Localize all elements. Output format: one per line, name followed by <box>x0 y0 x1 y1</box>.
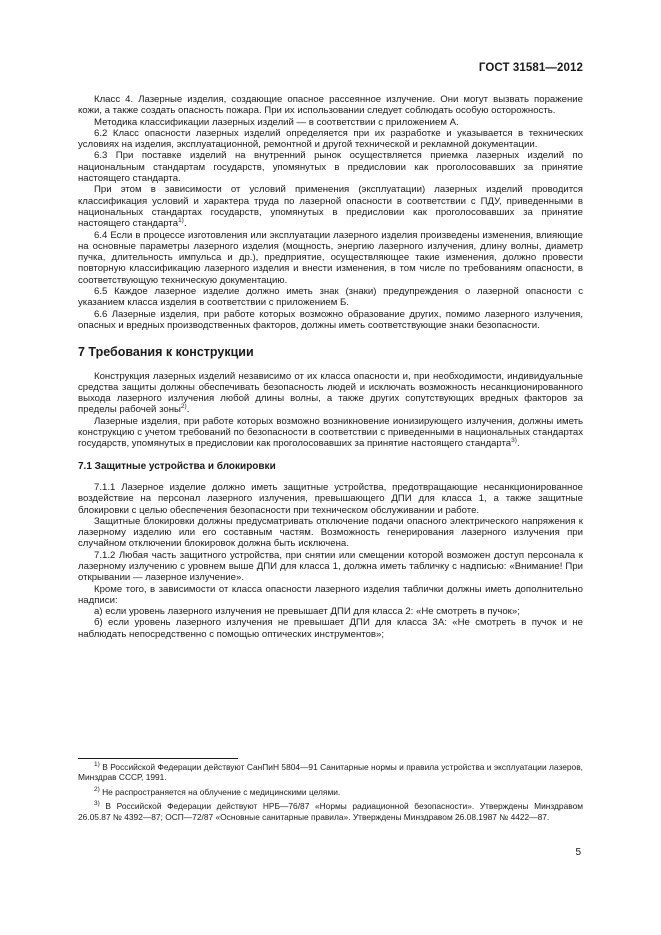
paragraph-6-5: 6.5 Каждое лазерное изделие должно иметь знак (знаки) предупреждения о лазерной опасности с указанием класса изделия в соответствии с приложением Б. <box>78 286 583 309</box>
paragraph-7-construction <box>78 371 583 416</box>
page-number: 5 <box>575 847 581 858</box>
footnote-1 <box>78 762 583 783</box>
footnote-2 <box>78 787 583 797</box>
paragraph-6-3-conditions <box>78 184 583 229</box>
paragraph-6-4: 6.4 Если в процессе изготовления или эксплуатации лазерного изделия произведены изменения, влияющие на основные параметры лазерного изделия (мощность, энергию лазерного излучения, длину волны, диаметр пучка, длительность импульса и др.), предприятие, осуществляющее такие изменения, должно провести повторную классификацию лазерного изделия и внести изменения, в том числе по требованиям опасности, в соответствующую техническую документацию. <box>78 229 583 286</box>
section-7-1-heading: 7.1 Защитные устройства и блокировки <box>78 460 276 472</box>
body-text <box>78 94 583 640</box>
paragraph-interlocks: Защитные блокировки должны предусматривать отключение подачи опасного электрического напряжения к лазерному изделию или его составным частям. Возможность генерирования лазерного излучения при случайном отключении блокировок должна быть исключена. <box>78 515 583 550</box>
document-code-header: ГОСТ 31581—2012 <box>478 62 583 74</box>
paragraph-class-4: Класс 4. Лазерные изделия, создающие опасное рассеянное излучение. Они могут вызвать поражение кожи, а также создать опасность пожара. При их использовании следует соблюдать особую осторожность. <box>78 94 583 117</box>
section-7-heading: 7 Требования к конструкции <box>78 345 254 360</box>
paragraph-end: . <box>186 404 190 416</box>
footnote-divider <box>78 758 238 759</box>
paragraph-end: . <box>183 218 187 230</box>
footnote-text: В Российской Федерации действуют НРБ—76/87 «Нормы радиационной безопасности». Утверждены Минздравом 26.05.87 № 4392—87; ОСП—72/87 «Основные санитарные правила». Утверждены Минздравом 26.08.1987 № 4422—87. <box>78 801 583 822</box>
paragraph-7-1-1: 7.1.1 Лазерное изделие должно иметь защитные устройства, предотвращающие несанкционированное воздействие на персонал лазерного излучения, превышающего ДПИ для класса 1, а также защитные блокировки с целью обеспечения безопасности при техническом обслуживании и работе. <box>78 481 583 516</box>
paragraph-7-1-2: 7.1.2 Любая часть защитного устройства, при снятии или смещении которой возможен доступ персонала к лазерному излучению с уровнем выше ДПИ для класса 1, должна иметь табличку с надписью: «Внимание! При открывании — лазерное излучение». <box>78 549 583 584</box>
footnote-ref-1: 1) <box>178 217 184 225</box>
footnote-mark: 2) <box>94 785 100 793</box>
paragraph-additional-labels: Кроме того, в зависимости от класса опасности лазерного изделия таблички должны иметь дополнительно надписи: <box>78 583 583 606</box>
footnote-mark: 1) <box>94 761 100 768</box>
footnote-ref-2: 2) <box>180 403 187 411</box>
paragraph-6-2: 6.2 Класс опасности лазерных изделий определяется при их разработке и указывается в технических условиях на изделия, эксплуатационной, ремонтной и другой технической и рекламной документации. <box>78 127 583 151</box>
footnotes <box>78 762 583 826</box>
footnote-text: В Российской Федерации действуют СанПиН 5804—91 Санитарные нормы и правила устройства и эксплуатации лазеров, Минздрав СССР, 1991. <box>78 762 583 783</box>
footnote-text: Не распространяется на облучение с медицинскими целями. <box>99 786 341 797</box>
paragraph-text: Лазерные изделия, при работе которых возможно возникновение ионизирующего излучения, должны иметь конструкцию с учетом требований по безопасности в соответствии с приведенными в национальных стандартах государств, упомянутых в предисловии как проголосовавших за принятие настоящего стандарта <box>78 415 583 450</box>
footnote-mark: 3) <box>94 800 100 808</box>
paragraph-text: При этом в зависимости от условий применения (эксплуатации) лазерных изделий проводится классификация условий и характера труда по лазерной опасности в соответствии с ПДУ, приведенными в национальных стандартах государств, упомянутых в предисловии как проголосовавших за принятие настоящего стандарта <box>78 184 583 230</box>
paragraph-end: . <box>516 438 520 450</box>
paragraph-7-ionizing <box>78 416 583 450</box>
paragraph-6-3: 6.3 При поставке изделий на внутренний рынок осуществляется приемка лазерных изделий по национальным стандартам государств, упомянутых в предисловии как проголосовавших за принятие настоящего стандарта. <box>78 150 583 185</box>
paragraph-6-6: 6.6 Лазерные изделия, при работе которых возможно образование других, помимо лазерного излучения, опасных и вредных производственных факторов, должны иметь соответствующие знаки безопасности. <box>78 308 583 331</box>
footnote-3 <box>78 801 583 822</box>
list-item-a: а) если уровень лазерного излучения не превышает ДПИ для класса 2: «Не смотреть в пучок»; <box>94 606 520 618</box>
paragraph-methodology: Методика классификации лазерных изделий — в соответствии с приложением А. <box>94 116 459 128</box>
paragraph-text: Конструкция лазерных изделий независимо от их класса опасности и, при необходимости, индивидуальные средства защиты должны обеспечивать безопасность людей и исключать возможность несанкционированного выхода лазерного излучения любой длины волны, а также других сопутствующих вредных факторов за пределы рабочей зоны <box>78 370 583 416</box>
list-item-b: б) если уровень лазерного излучения не превышает ДПИ для класса 3А: «Не смотреть в пучок и не наблюдать непосредственно с помощью оптических инструментов»; <box>78 617 583 640</box>
footnote-ref-3: 3) <box>511 437 517 445</box>
